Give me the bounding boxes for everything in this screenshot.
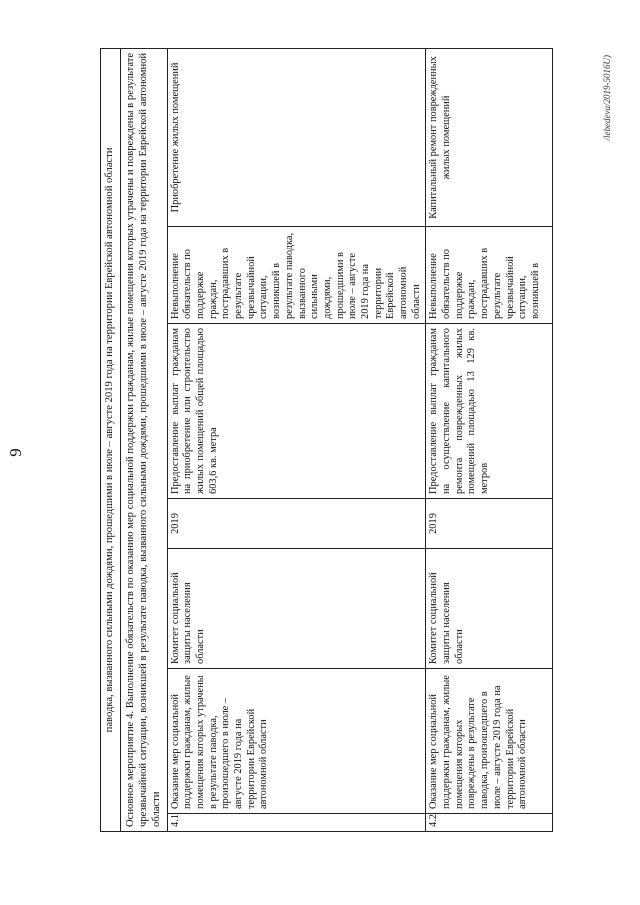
document-code: /lebedeva/2019-5016U) — [602, 55, 612, 141]
row-number: 4.1 — [167, 814, 426, 832]
row-risk: Невыполнение обязательств по поддержке граждан, пострадавших в результате чрезвычайной ситуации, возникшей в — [426, 227, 553, 324]
row-name: Оказание мер социальной поддержки гражданам, жилые помещения которых утрачены в результате паводка, произошедшего в июле – августе 2019 года на территории Еврейской автономной области — [167, 669, 426, 814]
row-year: 2019 — [167, 499, 426, 549]
row-number: 4.2 — [426, 814, 553, 832]
row-name: Оказание мер социальной поддержки гражданам, жилые помещения которых повреждены в результате паводка, произошедшего в июле – августе 2019 года на территории Еврейской автономной области — [426, 669, 553, 814]
table-title: паводка, вызванного сильными дождями, прошедшими в июле – августе 2019 года на территории Еврейской автономной области — [101, 48, 121, 831]
row-result: Предоставление выплат гражданам на приобретение или строительство жилых помещений общей площадью 603,6 кв. метра — [167, 324, 426, 499]
row-direction: Приобретение жилых помещений — [167, 48, 426, 226]
table-title-row — [101, 48, 121, 831]
row-direction: Капитальный ремонт поврежденных жилых помещений — [426, 48, 553, 226]
row-executor: Комитет социальной защиты населения области — [167, 549, 426, 669]
main-measure-text: Основное мероприятие 4. Выполнение обязательств по оказанию мер социальной поддержки гражданам, жилые помещения которых утрачены и повреждены в результате чрезвычайной ситуации, возникшей в результате паводка, вызванного сильными дождями, прошедшими в июле – августе 2019 года на территории Еврейской автономной области — [120, 48, 167, 831]
measures-table — [100, 48, 553, 832]
table-row — [426, 48, 553, 831]
row-year: 2019 — [426, 499, 553, 549]
row-result: Предоставление выплат гражданам на осуществление капитального ремонта поврежденных жилых помещений площадью 13 129 кв. метров — [426, 324, 553, 499]
main-measure-row — [120, 48, 167, 831]
table-row — [167, 48, 426, 831]
row-risk: Невыполнение обязательств по поддержке граждан, пострадавших в результате чрезвычайной ситуации, возникшей в результате паводка, вызванного сильными дождями, прошедшими в июле – августе 2019 года на территории Еврейской автономной области — [167, 227, 426, 324]
row-executor: Комитет социальной защиты населения области — [426, 549, 553, 669]
page-number: 9 — [6, 448, 25, 457]
